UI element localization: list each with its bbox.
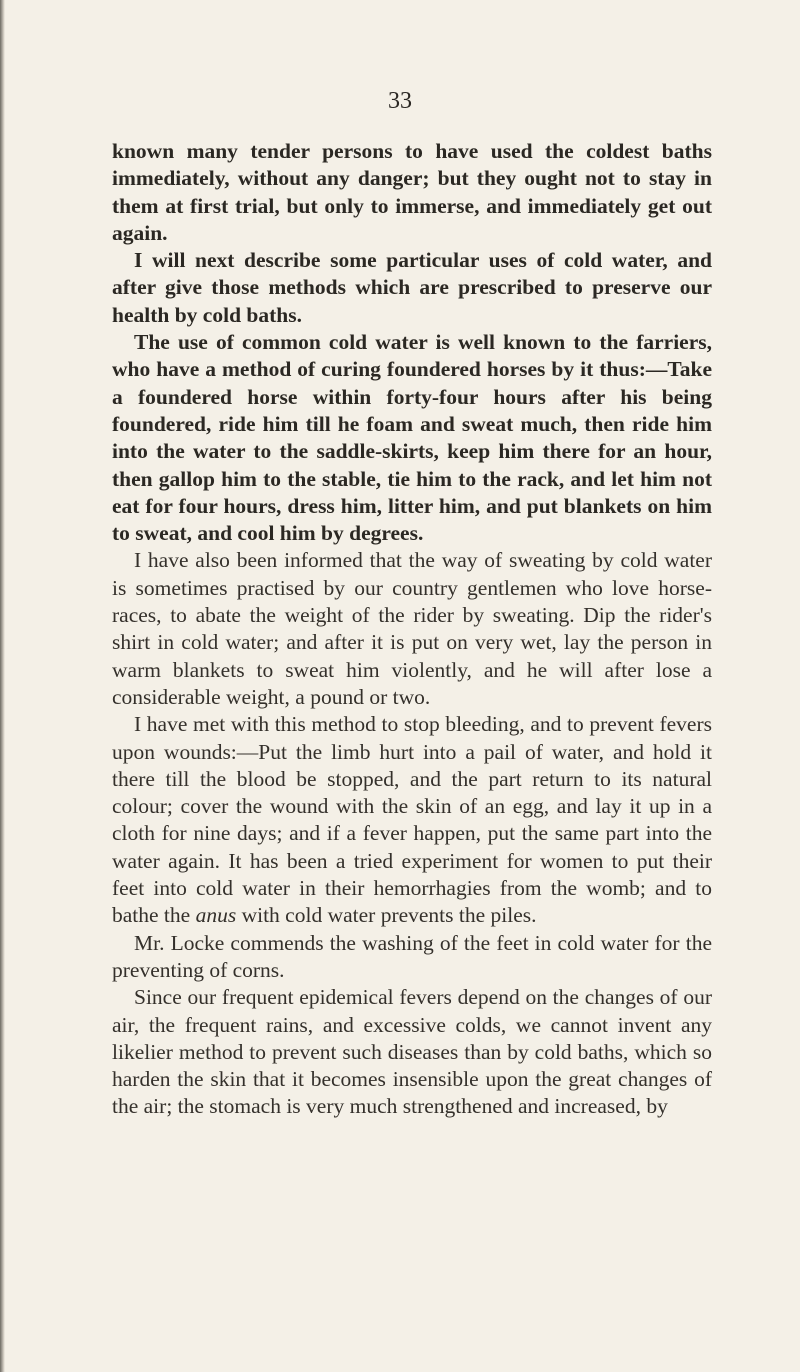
paragraph-6: Mr. Locke commends the washing of the feet in cold water for the preventing of corns. — [112, 930, 712, 982]
paragraph-3: The use of common cold water is well known to the farriers, who have a method of curing foundered horses by it thus:—Take a foundered horse within forty-four hours after his being foundered, ride him till he foam and sweat much, then ride him into the water to the saddle-skirts, keep him there for an hour, then gallop him to the stable, tie him to the rack, and let him not eat for four hours, dress him, litter him, and put blankets on him to sweat, and cool him by degrees. — [112, 330, 712, 546]
paragraph-5-text-b: with cold water prevents the piles. — [236, 903, 537, 928]
paragraph-5-text-a: I have met with this method to stop bleeding, and to prevent fevers upon wounds:—Put the limb hurt into a pail of water, and hold it there till the blood be stopped, and the part return to its natural colour; cover the wound with the skin of an egg, and lay it up in a cloth for nine days; and if a fever happen, put the same part into the water again. It has been a tried experiment for women to put their feet into cold water in their hemorrhagies from the womb; and to bathe the — [112, 712, 712, 928]
page-number: 33 — [388, 88, 412, 114]
page-binding-edge — [0, 0, 5, 1372]
paragraph-5 — [112, 711, 712, 929]
body-text — [112, 138, 712, 1121]
paragraph-1: known many tender persons to have used the coldest baths immediately, without any danger; but they ought not to stay in them at first trial, but only to immerse, and immediately get out again. — [112, 139, 712, 245]
paragraph-5-italic-term: anus — [195, 903, 237, 928]
paragraph-7: Since our frequent epidemical fevers depend on the changes of our air, the frequent rains, and excessive colds, we cannot invent any likelier method to prevent such diseases than by cold baths, which so harden the skin that it becomes insensible upon the great changes of the air; the stomach is very much strengthened and increased, by — [112, 985, 712, 1119]
paragraph-4: I have also been informed that the way of sweating by cold water is sometimes practised by our country gentlemen who love horse-races, to abate the weight of the rider by sweating. Dip the rider's shirt in cold water; and after it is put on very wet, lay the person in warm blankets to sweat him violently, and he will after lose a considerable weight, a pound or two. — [112, 548, 712, 709]
paragraph-2: I will next describe some particular uses of cold water, and after give those methods which are prescribed to preserve our health by cold baths. — [112, 248, 712, 327]
